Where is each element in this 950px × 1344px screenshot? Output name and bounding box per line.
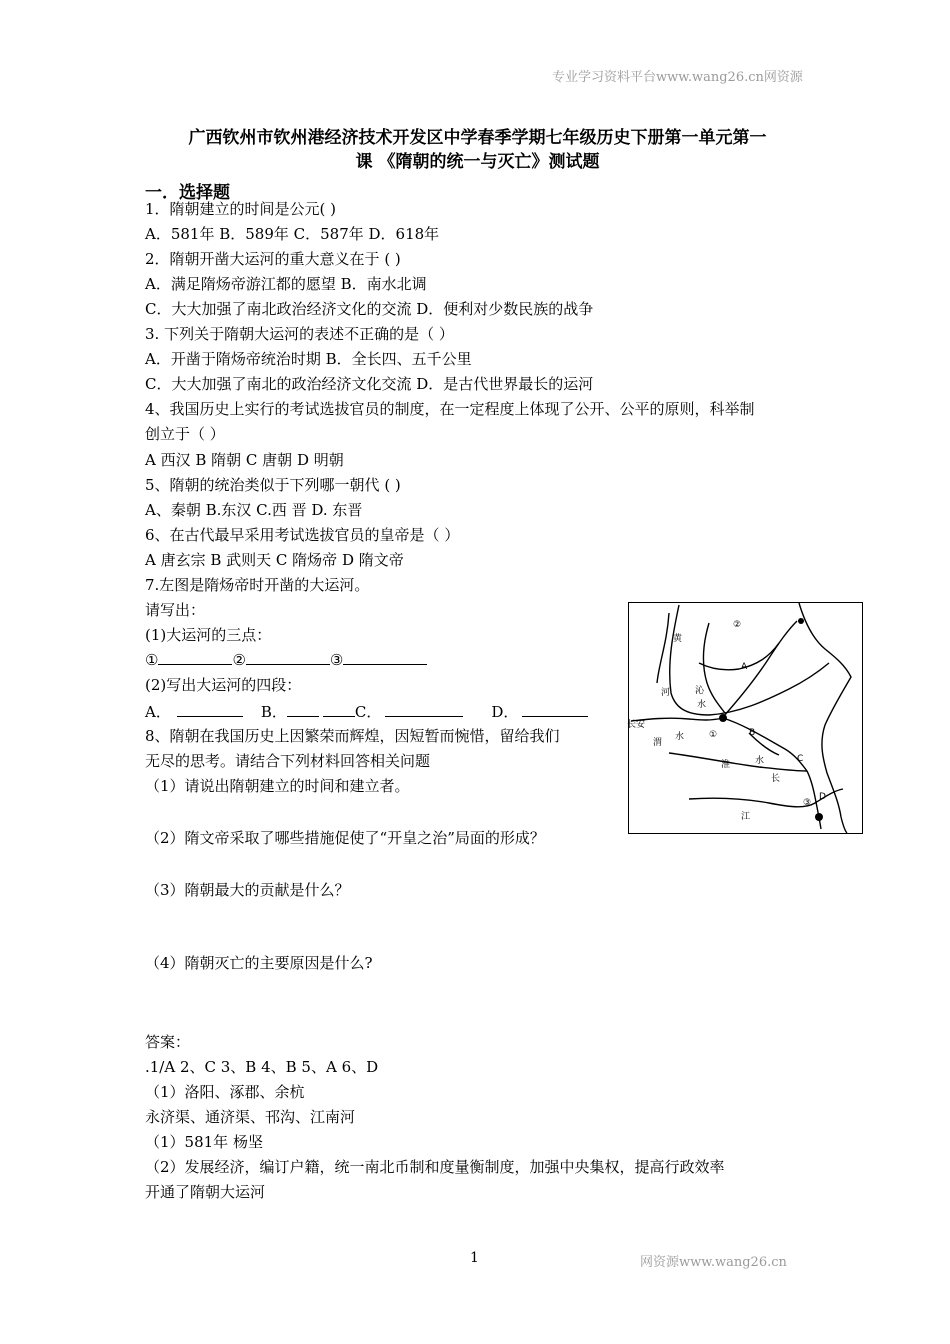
header-watermark: 专业学习资料平台www.wang26.cn网资源 [552, 70, 803, 85]
title-line-2: 课 《隋朝的统一与灭亡》测试题 [355, 152, 600, 172]
question-line: 5、隋朝的统治类似于下列哪一朝代 ( ) [145, 476, 401, 494]
point-2-label: ② [232, 651, 246, 669]
yuhang-marker [815, 813, 823, 821]
map-label: 长 [771, 774, 781, 784]
point-3-label: ③ [329, 651, 344, 669]
q8-sub-4: （4）隋朝灭亡的主要原因是什么? [145, 954, 373, 972]
q8-intro-2: 无尽的思考。请结合下列材料回答相关问题 [145, 752, 431, 770]
question-line: A．开凿于隋炀帝统治时期 B．全长四、五千公里 [145, 350, 472, 368]
map-label: 水 [697, 700, 707, 710]
yellow-river-upper [657, 613, 669, 683]
map-label: 江 [741, 812, 751, 822]
answer-blank[interactable] [343, 650, 427, 665]
q8-sub-3: （3）隋朝最大的贡献是什么？ [145, 881, 350, 899]
question-line: 6、在古代最早采用考试选拔官员的皇帝是（ ） [145, 526, 460, 544]
map-label: D [819, 792, 826, 802]
map-label: A [741, 662, 748, 672]
q8-intro-1: 8、隋朝在我国历史上因繁荣而辉煌，因短暂而惋惜，留给我们 [145, 727, 560, 745]
answer-blank[interactable] [246, 650, 330, 665]
question-line: A 西汉 B 隋朝 C 唐朝 D 明朝 [145, 451, 344, 469]
map-label: ① [709, 730, 718, 740]
q7-part2: (2)写出大运河的四段： [145, 676, 302, 694]
question-line: 1．隋朝建立的时间是公元( ) [145, 200, 337, 218]
zhuojun-marker [798, 618, 804, 624]
question-line: 3. 下列关于隋朝大运河的表述不正确的是（ ） [145, 325, 454, 343]
section-b-label: B． [260, 703, 287, 721]
map-label: 渭 [653, 738, 663, 748]
map-label: C [797, 754, 804, 764]
answer-blank[interactable] [287, 702, 319, 717]
question-line: 4、我国历史上实行的考试选拔官员的制度，在一定程度上体现了公开、公平的原则，科举制 [145, 400, 755, 418]
map-label: ③ [803, 798, 812, 808]
answers-heading: 答案： [145, 1033, 191, 1051]
question-line: A、秦朝 B.东汉 C.西 晋 D. 东晋 [145, 501, 363, 519]
answer-blank[interactable] [177, 702, 243, 717]
answer-line: （1）洛阳、涿郡、余杭 [145, 1083, 305, 1101]
huai-river-line [669, 753, 807, 771]
luoyang-marker [719, 714, 727, 722]
q7-points-row [145, 648, 427, 673]
map-label: 河 [661, 688, 671, 698]
question-line: 7.左图是隋炀帝时开凿的大运河。 [145, 576, 370, 594]
q7-sections-row [145, 700, 588, 725]
map-svg [629, 603, 862, 833]
question-line: C．大大加强了南北政治经济文化的交流 D．便利对少数民族的战争 [145, 300, 594, 318]
map-label: ② [733, 620, 742, 630]
title-line-1: 广西钦州市钦州港经济技术开发区中学春季学期七年级历史下册第一单元第一 [188, 128, 767, 148]
map-label: B [749, 728, 756, 738]
q8-sub-1: （1）请说出隋朝建立的时间和建立者。 [145, 777, 410, 795]
answer-line: 开通了隋朝大运河 [145, 1183, 266, 1201]
q8-sub-2: （2）隋文帝采取了哪些措施促使了“开皇之治”局面的形成？ [145, 829, 545, 847]
answer-line: （1）581年 杨坚 [145, 1133, 263, 1151]
question-line: A 唐玄宗 B 武则天 C 隋炀帝 D 隋文帝 [145, 551, 404, 569]
footer-watermark: 网资源www.wang26.cn [640, 1255, 787, 1270]
question-line: A．满足隋炀帝游江都的愿望 B．南水北调 [145, 275, 427, 293]
document-title [145, 126, 810, 174]
question-line: 创立于（ ） [145, 425, 225, 443]
map-label: 黄 [673, 634, 683, 644]
section-c-label: C． [354, 703, 382, 721]
q7-part1: (1)大运河的三点： [145, 626, 272, 644]
question-line: C．大大加强了南北的政治经济文化交流 D．是古代世界最长的运河 [145, 375, 594, 393]
point-1-label: ① [145, 651, 159, 669]
section-d-label: D． [491, 703, 519, 721]
answer-blank[interactable] [522, 702, 588, 717]
map-label: 水 [675, 732, 685, 742]
section-heading: 一．选择题 [145, 183, 230, 203]
answer-line: .1/A 2、C 3、B 4、B 5、A 6、D [145, 1058, 379, 1076]
question-line: A．581年 B．589年 C．587年 D．618年 [145, 225, 440, 243]
map-label: 长安 [627, 720, 646, 730]
question-line: 请写出： [145, 601, 206, 619]
answer-line: 永济渠、通济渠、邗沟、江南河 [145, 1108, 356, 1126]
map-label: 水 [755, 756, 765, 766]
answer-blank[interactable] [323, 702, 355, 717]
answer-blank[interactable] [158, 650, 232, 665]
map-tributary [699, 643, 779, 670]
section-a-label: A． [145, 703, 171, 721]
map-label: 沁 [695, 686, 705, 696]
canal-hangou [807, 771, 815, 797]
answer-blank[interactable] [385, 702, 463, 717]
question-line: 2．隋朝开凿大运河的重大意义在于 ( ) [145, 250, 401, 268]
answer-line: （2）发展经济，编订户籍，统一南北币制和度量衡制度，加强中央集权，提高行政效率 [145, 1158, 725, 1176]
grand-canal-map [628, 602, 863, 834]
page-number: 1 [470, 1250, 479, 1266]
map-label: 淮 [721, 760, 731, 770]
